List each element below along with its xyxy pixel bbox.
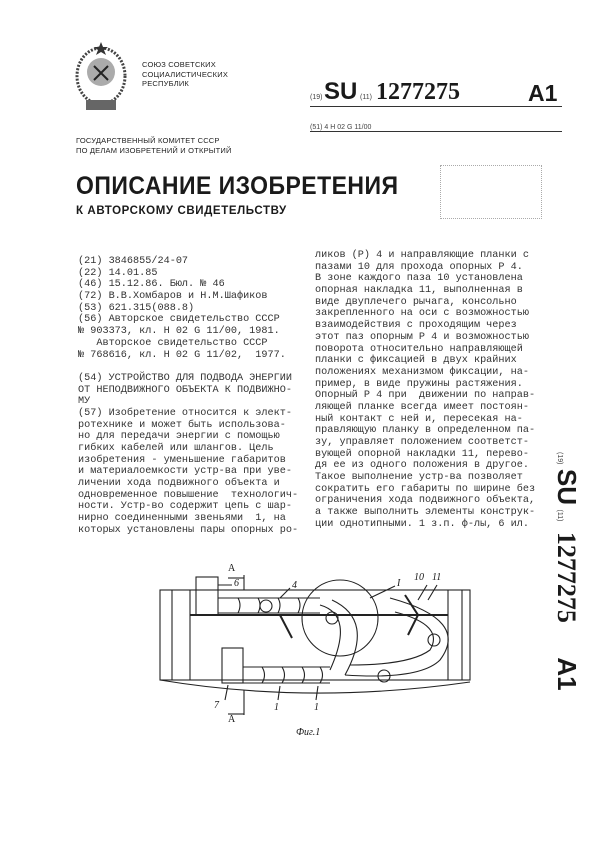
side-kind: A1 — [552, 657, 582, 691]
code-11: (11) — [360, 94, 372, 101]
text-line: сократить его габариты по ширине без — [315, 483, 536, 495]
label-1: 1 — [314, 702, 319, 713]
lower-chain — [243, 667, 330, 683]
label-11: 11 — [432, 572, 442, 583]
text-line: № 768616, кл. Н 02 G 11/02, 1977. — [78, 349, 286, 361]
text-line: № 903373, кл. Н 02 G 11/00, 1981. — [78, 326, 280, 338]
text-line: а также выполнить элементы конструк- — [315, 507, 536, 519]
block-6 — [196, 577, 218, 615]
document-title: ОПИСАНИЕ ИЗОБРЕТЕНИЯ — [76, 172, 399, 200]
label-7: 7 — [214, 700, 219, 711]
curved-chain — [320, 600, 357, 675]
side-code-19: (19) — [556, 452, 563, 465]
text-line: которых установлены пары опорных ро- — [78, 524, 299, 536]
text-line: (56) Авторское свидетельство СССР — [78, 314, 280, 326]
text-line: (53) 621.315(088.8) — [78, 302, 195, 314]
text-line: ликов (Р) 4 и направляющие планки с — [315, 250, 529, 261]
country-line: РЕСПУБЛИК — [142, 79, 189, 88]
text-line: вующей опорной накладки 11, перево- — [315, 448, 529, 460]
text-line: положениях механизмом фиксации, на- — [315, 366, 529, 378]
text-line: и материалоемкости устр-ва при уве- — [78, 466, 292, 478]
text-line: (57) Изобретение относится к элект- — [78, 407, 292, 419]
label-1: 1 — [274, 702, 279, 713]
text-line: зу, управляет положением соответст- — [315, 437, 529, 448]
detail-circle-I — [302, 580, 378, 656]
label-6: 6 — [234, 578, 239, 589]
text-line: ности. Устр-во содержит цепь с шар- — [78, 501, 292, 513]
side-country-code: SU — [552, 468, 582, 506]
text-line: МУ — [78, 396, 91, 408]
label-10: 10 — [414, 572, 424, 583]
text-line: но для передачи энергии с помощью — [78, 431, 280, 443]
text-line: этот паз опорным Р 4 и возможностью — [315, 331, 529, 343]
text-line: закрепленного на оси с возможностью — [315, 308, 529, 320]
text-line: пример, в виде пружины растяжения. — [315, 378, 523, 390]
text-line: ции однотипными. 1 з.п. ф-лы, 6 ил. — [315, 518, 529, 530]
patent-kind: A1 — [528, 80, 558, 106]
text-line: ротехнике и может быть использова- — [78, 419, 286, 431]
text-line: Такое выполнение устр-ва позволяет — [315, 472, 523, 484]
text-line: гибких кабелей или шлангов. Цель — [78, 443, 274, 454]
side-number: 1277275 — [552, 531, 581, 623]
text-line: нирно соединенными звеньями 1, на — [78, 513, 286, 525]
text-line: личении хода подвижного объекта и — [78, 478, 280, 490]
committee-line: ГОСУДАРСТВЕННЫЙ КОМИТЕТ СССР — [76, 136, 220, 145]
text-line: (21) 3846855/24-07 — [78, 256, 189, 267]
label-I: I — [397, 578, 401, 589]
text-line: (46) 15.12.86. Бюл. № 46 — [78, 279, 225, 291]
return-loop — [345, 598, 448, 676]
classification-text: (51) 4 Н 02 G 11/00 — [310, 124, 372, 131]
text-line: (22) 14.01.85 — [78, 267, 158, 279]
text-line: опорная накладка 11, выполненная в — [315, 285, 523, 297]
text-line: ограничения хода подвижного объекта, — [315, 495, 536, 507]
label-4: 4 — [292, 580, 297, 591]
code-19: (19) — [310, 94, 323, 101]
text-line: поворота относительно направляющей — [315, 343, 523, 355]
committee-line: ПО ДЕЛАМ ИЗОБРЕТЕНИЙ И ОТКРЫТИЙ — [76, 145, 232, 155]
country-code: SU — [324, 78, 358, 105]
text-line: (54) УСТРОЙСТВО ДЛЯ ПОДВОДА ЭНЕРГИИ — [78, 372, 292, 384]
text-line: Опорный Р 4 при движении по направ- — [315, 390, 536, 402]
text-line: пазами 10 для прохода опорных Р 4. — [315, 261, 523, 273]
country-line: СОЮЗ СОВЕТСКИХ — [142, 60, 216, 69]
text-line: ляющей планке всегда имеет постоян- — [315, 401, 529, 413]
block-7 — [222, 648, 243, 683]
side-code-11: (11) — [556, 509, 563, 522]
section-label-bottom: А — [228, 714, 236, 725]
text-line: дя ее из одного положения в другое. — [315, 460, 529, 472]
text-line: изобретения - уменьшение габаритов — [78, 454, 286, 466]
text-line: Авторское свидетельство СССР — [78, 337, 268, 349]
text-line: ОТ НЕПОДВИЖНОГО ОБЪЕКТА К ПОДВИЖНО- — [78, 384, 292, 396]
country-line: СОЦИАЛИСТИЧЕСКИХ — [142, 69, 229, 79]
text-line: В зоне каждого паза 10 установлена — [315, 273, 523, 285]
text-line: взаимодействия с проходящим через — [315, 320, 517, 332]
text-line: одновременное повышение технологич- — [78, 489, 299, 501]
figure-caption: Фиг.1 — [296, 727, 321, 738]
document-subtitle: К АВТОРСКОМУ СВИДЕТЕЛЬСТВУ — [76, 205, 287, 217]
text-line: планки с фиксацией в двух крайних — [315, 355, 517, 367]
base-curve — [160, 680, 470, 693]
text-line: правляющую планку в определенном па- — [315, 425, 536, 437]
section-label-top: А — [228, 563, 236, 574]
text-line: (72) В.В.Хомбаров и Н.М.Шафиков — [78, 291, 268, 303]
text-line: ный контакт с ней и, пересекая на- — [315, 413, 523, 425]
text-line: виде двуплечего рычага, консольно — [315, 296, 517, 308]
patent-number: 1277275 — [376, 79, 460, 105]
